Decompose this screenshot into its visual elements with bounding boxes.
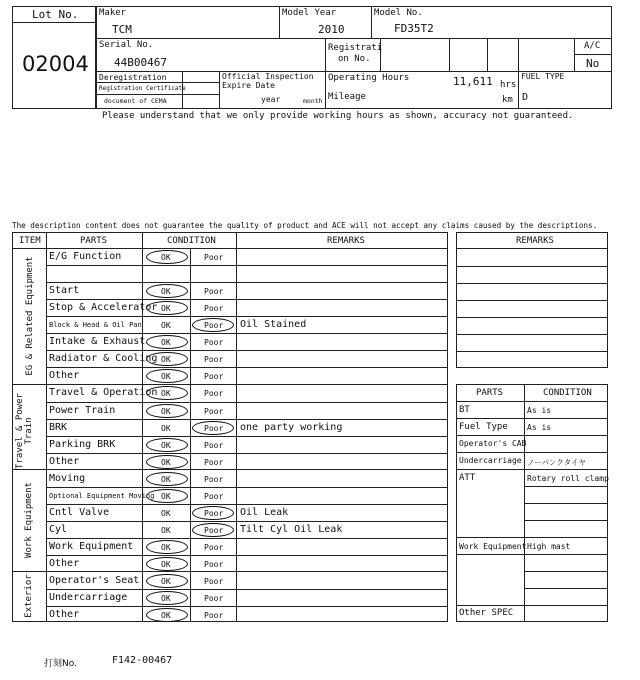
right-cond-5: High mast [527, 542, 571, 551]
row-part-label: Block & Head & Oil Pan [49, 321, 142, 330]
group-exterior-label: Exterior [24, 574, 34, 618]
row-part-label: Radiator & Cooling [49, 353, 158, 365]
right-part-3: Undercarriage [459, 456, 522, 465]
serial-label: Serial No. [99, 40, 154, 50]
ok-selected-circle [146, 404, 188, 418]
mileage-label: Mileage [328, 92, 366, 102]
ok-option: OK [161, 423, 171, 433]
row-remark: one party working [240, 421, 343, 433]
poor-option: Poor [204, 491, 224, 501]
ok-selected-circle [146, 574, 188, 588]
condition-header: CONDITION [167, 236, 216, 246]
ac-label: A/C [584, 41, 601, 51]
row-part-label: Optional Equipment Moving [49, 491, 155, 500]
notice-text: Please understand that we only provide working hours as shown, accuracy not guaranteed. [102, 111, 574, 121]
right-part-5: Work Equipment [459, 542, 527, 551]
poor-selected-circle [192, 523, 234, 537]
ok-option: OK [161, 338, 171, 348]
ac-value: No [586, 57, 600, 70]
ok-selected-circle [146, 591, 188, 605]
right-cond-0: As is [527, 406, 552, 415]
operating-hours-value: 11,611 [453, 75, 493, 88]
maker-value: TCM [112, 23, 132, 36]
registration-label-2: on No. [338, 54, 371, 64]
right-cond-1: As is [527, 423, 552, 432]
row-part-label: Cntl Valve [49, 506, 110, 518]
ok-selected-circle [146, 608, 188, 622]
ok-option: OK [161, 457, 171, 467]
official-inspection-label-1: Official Inspection [222, 72, 314, 81]
fuel-type-label: FUEL TYPE [521, 72, 565, 81]
right-cond-4: Rotary roll clamp [527, 474, 609, 483]
row-part-label: Parking BRK [49, 438, 116, 450]
ok-option: OK [161, 372, 171, 382]
row-remark: Oil Stained [240, 319, 307, 331]
row-part-label: Other [49, 609, 80, 620]
group-work-label: Work Equipment [24, 482, 34, 558]
model-no-label: Model No. [374, 8, 423, 18]
poor-option: Poor [204, 321, 224, 331]
group-travel-label: Travel & Power Train [15, 393, 34, 469]
lot-no-label: Lot No. [32, 8, 79, 21]
poor-option: Poor [204, 577, 224, 586]
item-header: ITEM [19, 236, 41, 246]
parts-header: PARTS [80, 236, 108, 246]
right-part-2: Operator's CAB [459, 439, 527, 448]
ok-selected-circle [146, 472, 188, 486]
month-label: month [303, 97, 323, 105]
row-part-label: Work Equipment [49, 540, 134, 552]
group-eg-label: EG & Related Equipment [25, 256, 35, 376]
ok-selected-circle [146, 455, 188, 469]
poor-selected-circle [192, 506, 234, 520]
deregistration-label: Deregistration [99, 73, 167, 82]
ok-option: OK [161, 594, 171, 603]
row-part-label: Travel & Operation [49, 387, 158, 399]
ok-option: OK [161, 440, 171, 450]
row-part-label: Other [49, 455, 80, 467]
poor-option: Poor [204, 423, 224, 433]
operating-hours-label: Operating Hours [328, 73, 410, 83]
model-year-label: Model Year [282, 8, 337, 18]
poor-option: Poor [204, 372, 224, 382]
right-condition-header: CONDITION [543, 388, 592, 398]
right-cond-3: ノーパンクタイヤ [527, 458, 586, 467]
row-part-label: Other [49, 370, 80, 382]
row-part-label: Undercarriage [49, 592, 128, 603]
ok-option: OK [161, 406, 171, 416]
ok-selected-circle [146, 301, 188, 315]
ok-option: OK [161, 253, 171, 262]
ok-option: OK [161, 559, 171, 569]
poor-option: Poor [204, 253, 224, 262]
poor-option: Poor [204, 594, 224, 603]
poor-option: Poor [204, 508, 224, 518]
poor-option: Poor [204, 440, 224, 450]
hrs-label: hrs [500, 80, 517, 90]
stamp-label: 打刻No. [44, 659, 77, 669]
poor-option: Poor [204, 611, 224, 620]
registration-certificate-label: Registration Certificate [99, 85, 186, 92]
ok-option: OK [161, 287, 171, 297]
ok-selected-circle [146, 438, 188, 452]
poor-option: Poor [204, 457, 224, 467]
right-part-4: ATT [459, 473, 476, 483]
row-remark: Tilt Cyl Oil Leak [240, 523, 343, 535]
document-cema-label: document of CEMA [104, 97, 167, 105]
ok-option: OK [161, 577, 171, 586]
row-part-label: Start [49, 285, 80, 297]
row-part-label: BRK [49, 421, 68, 433]
poor-option: Poor [204, 389, 224, 399]
poor-option: Poor [204, 525, 224, 535]
ok-selected-circle [146, 540, 188, 554]
ok-option: OK [161, 542, 171, 552]
ok-selected-circle [146, 489, 188, 503]
lot-no-value: 02004 [22, 52, 89, 76]
right-parts-header: PARTS [476, 388, 504, 398]
disclaimer-text: The description content does not guarantee the quality of product and ACE will not accept any claims caused by the descriptions. [12, 221, 598, 230]
ok-option: OK [161, 304, 171, 314]
registration-label-1: Registrati [328, 43, 383, 53]
poor-option: Poor [204, 542, 224, 552]
model-no-value: FD35T2 [394, 22, 434, 35]
ok-option: OK [161, 611, 171, 620]
ok-selected-circle [146, 284, 188, 298]
poor-option: Poor [204, 355, 224, 365]
model-year-value: 2010 [318, 23, 345, 36]
poor-option: Poor [204, 406, 224, 416]
ok-option: OK [161, 355, 171, 365]
row-part-label: E/G Function [49, 251, 122, 262]
serial-value: 44B00467 [114, 56, 167, 69]
ok-selected-circle [146, 557, 188, 571]
poor-selected-circle [192, 421, 234, 435]
km-label: km [502, 95, 513, 105]
stamp-value: F142-00467 [112, 655, 173, 666]
ok-option: OK [161, 389, 171, 399]
ok-option: OK [161, 508, 171, 518]
poor-option: Poor [204, 559, 224, 569]
ok-option: OK [161, 491, 171, 501]
right-part-6: Other SPEC [459, 608, 514, 618]
year-label: year [261, 95, 281, 104]
right-part-0: BT [459, 405, 470, 415]
row-part-label: Intake & Exhaust [49, 336, 146, 348]
ok-selected-circle [146, 250, 188, 264]
official-inspection-label-2: Expire Date [222, 81, 275, 90]
row-part-label: Other [49, 557, 80, 569]
row-part-label: Stop & Accelerator [49, 302, 158, 314]
ok-option: OK [161, 525, 171, 535]
poor-option: Poor [204, 287, 224, 297]
poor-option: Poor [204, 338, 224, 348]
maker-label: Maker [99, 8, 127, 18]
ok-option: OK [161, 474, 171, 484]
poor-option: Poor [204, 474, 224, 484]
row-part-label: Power Train [49, 404, 116, 416]
ok-option: OK [161, 321, 171, 331]
right-remarks-header: REMARKS [516, 236, 554, 246]
row-part-label: Moving [49, 472, 86, 484]
row-part-label: Operator's Seat [49, 575, 140, 586]
remarks-header: REMARKS [327, 236, 365, 246]
right-part-1: Fuel Type [459, 422, 508, 432]
row-remark: Oil Leak [240, 506, 289, 518]
row-part-label: Cyl [49, 523, 68, 535]
poor-option: Poor [204, 304, 224, 314]
fuel-type-value: D [522, 92, 529, 103]
